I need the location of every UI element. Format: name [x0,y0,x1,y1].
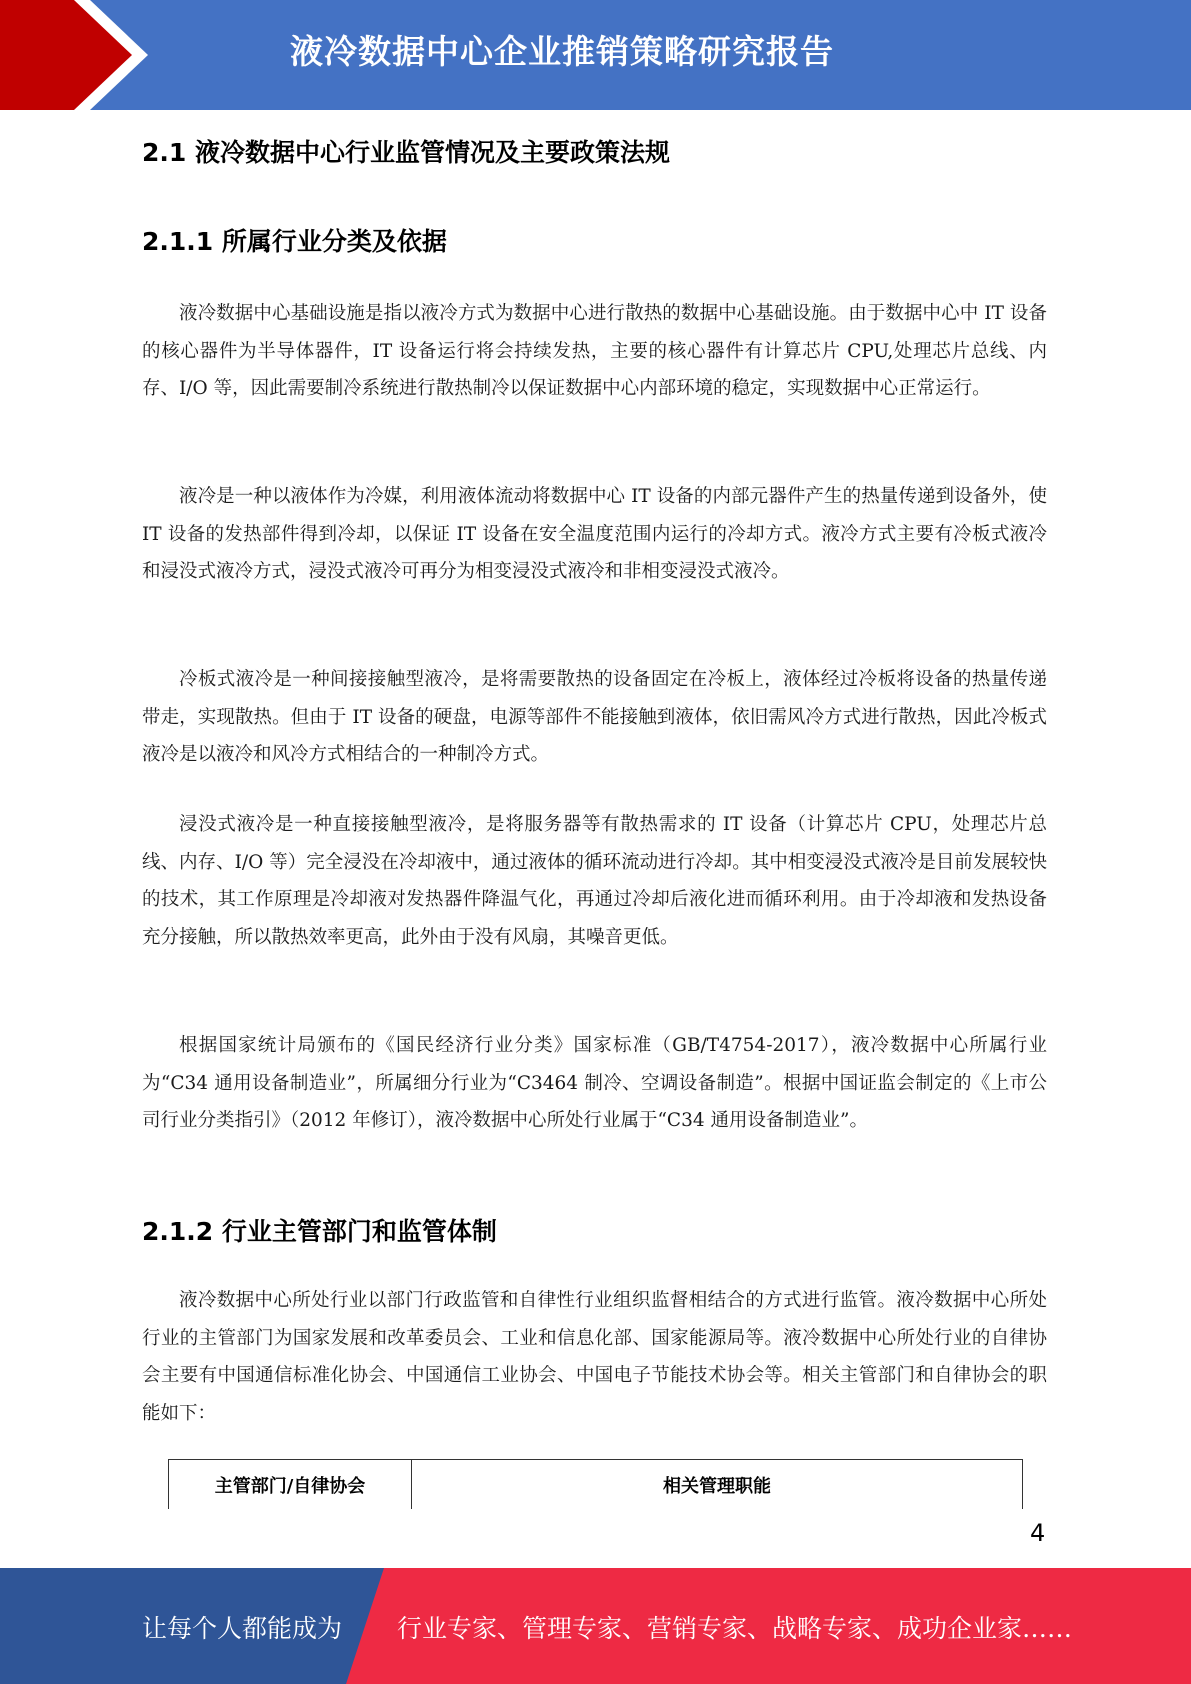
paragraph-cold-plate-cooling: 冷板式液冷是一种间接接触型液冷，是将需要散热的设备固定在冷板上，液体经过冷板将设备的热量传递带走，实现散热。但由于 IT 设备的硬盘，电源等部件不能接触到液体，依旧需风冷方式进行散热，因此冷板式液冷是以液冷和风冷方式相结合的一种制冷方式。 [142,669,1047,765]
table-header-authority: 主管部门/自律协会 [169,1460,412,1509]
page-header [0,0,1191,110]
report-title: 液冷数据中心企业推销策略研究报告 [290,32,834,71]
paragraph-regulatory-system: 液冷数据中心所处行业以部门行政监管和自律性行业组织监督相结合的方式进行监管。液冷数据中心所处行业的主管部门为国家发展和改革委员会、工业和信息化部、国家能源局等。液冷数据中心所处行业的自律协会主要有中国通信标准化协会、中国通信工业协会、中国电子节能技术协会等。相关主管部门和自律协会的职能如下： [142,1290,1047,1424]
header-chevron-graphic [0,0,160,110]
paragraph-liquid-cooling-methods: 液冷是一种以液体作为冷媒，利用液体流动将数据中心 IT 设备的内部元器件产生的热量传递到设备外，使 IT 设备的发热部件得到冷却，以保证 IT 设备在安全温度范围内运行的冷却方式。液冷方式主要有冷板式液冷和浸没式液冷方式，浸没式液冷可再分为相变浸没式液冷和非相变浸没式液冷。 [142,486,1047,582]
paragraph-immersion-cooling: 浸没式液冷是一种直接接触型液冷，是将服务器等有散热需求的 IT 设备（计算芯片 CPU，处理芯片总线、内存、I/O 等）完全浸没在冷却液中，通过液体的循环流动进行冷却。其中相变浸没式液冷是目前发展较快的技术，其工作原理是冷却液对发热器件降温气化，再通过冷却后液化进而循环利用。由于冷却液和发热设备充分接触，所以散热效率更高，此外由于没有风扇，其噪音更低。 [142,814,1047,948]
footer-slogan-right: 行业专家、管理专家、营销专家、战略专家、成功企业家…… [397,1614,1073,1643]
footer-slogan-left: 让每个人都能成为 [142,1614,343,1643]
paragraph-liquid-cooling-definition: 液冷数据中心基础设施是指以液冷方式为数据中心进行散热的数据中心基础设施。由于数据中心中 IT 设备的核心器件为半导体器件，IT 设备运行将会持续发热，主要的核心器件有计算芯片 CPU,处理芯片总线、内存、I/O 等，因此需要制冷系统进行散热制冷以保证数据中心内部环境的稳定，实现数据中心正常运行。 [142,303,1047,399]
subsection-heading-2-1-2: 2.1.2 行业主管部门和监管体制 [142,1217,497,1246]
page-number: 4 [1030,1519,1046,1547]
page-footer [0,1568,1191,1684]
paragraph-industry-classification: 根据国家统计局颁布的《国民经济行业分类》国家标准（GB/T4754-2017），液冷数据中心所属行业为“C34 通用设备制造业”，所属细分行业为“C3464 制冷、空调设备制造”。根据中国证监会制定的《上市公司行业分类指引》（2012 年修订），液冷数据中心所处行业属于“C34 通用设备制造业”。 [142,1035,1047,1131]
regulator-table-header [168,1459,1023,1509]
subsection-heading-2-1-1: 2.1.1 所属行业分类及依据 [142,227,447,256]
section-heading: 2.1 液冷数据中心行业监管情况及主要政策法规 [142,138,670,167]
table-header-functions: 相关管理职能 [663,1475,771,1497]
